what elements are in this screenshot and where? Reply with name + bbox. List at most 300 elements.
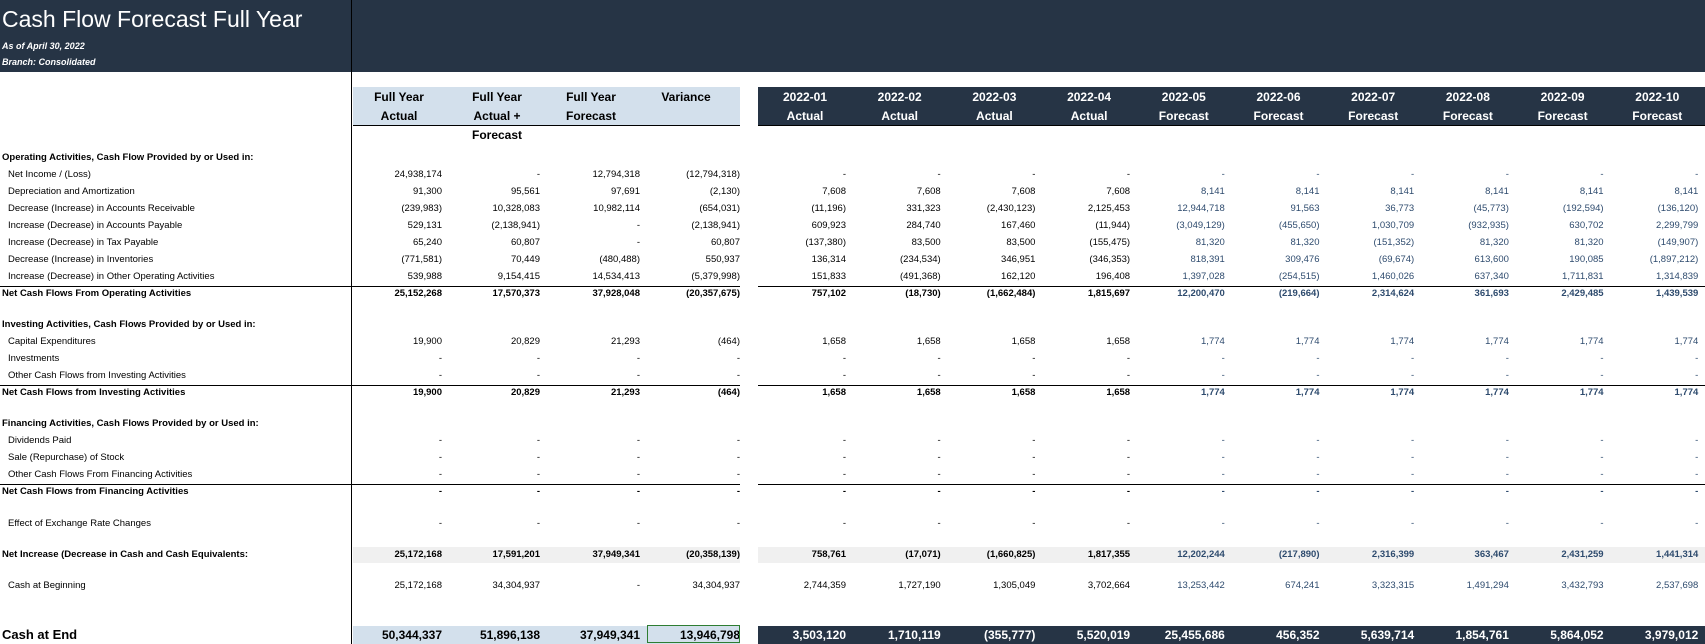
summary-cell[interactable]: - xyxy=(438,370,442,382)
summary-cell[interactable]: 34,304,937 xyxy=(692,580,740,591)
month-cell[interactable]: 1,774 xyxy=(1485,387,1509,399)
row-label: Capital Expenditures xyxy=(8,336,96,348)
month-cell[interactable]: - xyxy=(1411,452,1415,464)
month-cell[interactable]: 196,408 xyxy=(1095,271,1131,282)
month-cell[interactable]: - xyxy=(1411,370,1415,382)
month-cell[interactable]: 1,030,709 xyxy=(1371,220,1415,231)
month-cell[interactable]: 3,702,664 xyxy=(1087,580,1131,591)
month-cell[interactable]: 1,441,314 xyxy=(1656,548,1699,560)
month-cell[interactable]: (1,660,825) xyxy=(986,548,1036,560)
cash-at-end-month-cell[interactable]: 5,639,714 xyxy=(1360,628,1415,642)
month-cell[interactable]: - xyxy=(842,169,846,180)
summary-cell[interactable]: 37,928,048 xyxy=(592,288,640,299)
month-cell[interactable]: - xyxy=(1316,517,1320,529)
summary-cell[interactable]: 19,900 xyxy=(412,336,442,348)
month-cell[interactable]: - xyxy=(1411,435,1415,447)
column-header-line2: Forecast xyxy=(1442,109,1493,123)
month-cell[interactable]: 1,774 xyxy=(1201,387,1225,399)
month-cell[interactable]: - xyxy=(1411,517,1415,529)
month-cell[interactable]: - xyxy=(842,435,846,447)
cash-at-end-summary-cell[interactable]: 13,946,798 xyxy=(679,628,740,642)
month-cell[interactable]: 13,253,442 xyxy=(1177,580,1225,591)
month-cell[interactable]: - xyxy=(1032,370,1036,382)
summary-cell[interactable]: - xyxy=(536,370,540,382)
month-cell[interactable]: (234,534) xyxy=(900,254,941,265)
month-cell[interactable]: 162,120 xyxy=(1001,271,1036,282)
month-cell[interactable]: - xyxy=(1695,469,1699,481)
month-cell[interactable]: 2,537,698 xyxy=(1656,580,1699,591)
summary-cell[interactable]: - xyxy=(438,452,442,464)
month-cell[interactable]: (254,515) xyxy=(1278,271,1320,282)
cash-at-end-summary-cell[interactable]: 37,949,341 xyxy=(579,628,640,642)
summary-cell[interactable]: - xyxy=(438,435,442,447)
summary-cell[interactable]: - xyxy=(438,469,442,481)
month-cell[interactable]: 1,774 xyxy=(1390,387,1415,399)
month-cell[interactable]: 1,774 xyxy=(1201,336,1225,348)
month-cell[interactable]: 1,658 xyxy=(1106,336,1131,348)
month-cell[interactable]: - xyxy=(1032,353,1036,365)
summary-cell[interactable]: - xyxy=(736,452,740,464)
summary-cell[interactable]: 20,829 xyxy=(510,336,540,348)
month-cell[interactable]: - xyxy=(1221,517,1225,529)
month-cell[interactable]: 8,141 xyxy=(1485,186,1509,197)
summary-cell[interactable]: - xyxy=(736,517,740,529)
month-cell[interactable]: - xyxy=(1505,353,1509,365)
column-header-line2: Forecast xyxy=(1253,109,1304,123)
cash-at-end-month-cell[interactable]: (355,777) xyxy=(984,628,1036,642)
summary-cell[interactable]: (20,358,139) xyxy=(686,548,740,560)
month-cell[interactable]: - xyxy=(1505,486,1509,498)
month-cell[interactable]: 36,773 xyxy=(1385,203,1415,214)
summary-cell[interactable]: 37,949,341 xyxy=(592,548,640,560)
month-cell[interactable]: - xyxy=(1316,486,1320,498)
month-cell[interactable]: (45,773) xyxy=(1473,203,1509,214)
month-cell[interactable]: - xyxy=(842,370,846,382)
summary-cell[interactable]: - xyxy=(438,517,442,529)
summary-cell[interactable]: - xyxy=(536,169,540,180)
summary-cell[interactable]: 97,691 xyxy=(610,186,640,197)
summary-cell[interactable]: 14,534,413 xyxy=(592,271,640,282)
month-cell[interactable]: 151,833 xyxy=(811,271,846,282)
summary-cell[interactable]: - xyxy=(636,469,640,481)
month-cell[interactable]: 346,951 xyxy=(1001,254,1036,265)
header-underline-summary xyxy=(353,125,740,126)
cash-at-end-month-cell[interactable]: 25,455,686 xyxy=(1164,628,1225,642)
month-cell[interactable]: 136,314 xyxy=(811,254,846,265)
month-cell[interactable]: - xyxy=(1221,435,1225,447)
month-cell[interactable]: - xyxy=(1695,435,1699,447)
month-cell[interactable]: - xyxy=(1695,517,1699,529)
month-cell[interactable]: - xyxy=(1316,469,1320,481)
summary-cell[interactable]: 529,131 xyxy=(407,220,442,231)
month-cell[interactable]: - xyxy=(1032,517,1036,529)
month-cell[interactable]: 674,241 xyxy=(1285,580,1320,591)
month-cell[interactable]: 363,467 xyxy=(1474,548,1509,560)
month-cell[interactable]: 361,693 xyxy=(1474,288,1509,299)
month-cell[interactable]: 2,744,359 xyxy=(803,580,846,591)
summary-cell[interactable]: (20,357,675) xyxy=(686,288,740,299)
cash-at-end-summary-cell[interactable]: 50,344,337 xyxy=(381,628,442,642)
month-cell[interactable]: (932,935) xyxy=(1468,220,1509,231)
month-cell[interactable]: - xyxy=(1505,169,1509,180)
summary-cell[interactable]: - xyxy=(636,486,640,498)
month-cell[interactable]: (155,475) xyxy=(1089,237,1131,248)
month-cell[interactable]: 3,323,315 xyxy=(1371,580,1415,591)
month-cell[interactable]: (11,196) xyxy=(811,203,846,214)
summary-cell[interactable]: (480,488) xyxy=(599,254,640,265)
summary-cell[interactable]: - xyxy=(536,517,540,529)
month-cell[interactable]: - xyxy=(1695,452,1699,464)
month-cell[interactable]: 1,491,294 xyxy=(1466,580,1509,591)
summary-cell[interactable]: 10,982,114 xyxy=(593,203,640,214)
month-cell[interactable]: - xyxy=(1032,169,1036,180)
month-cell[interactable]: 1,774 xyxy=(1485,336,1509,348)
month-cell[interactable]: - xyxy=(1126,435,1131,447)
month-cell[interactable]: (18,730) xyxy=(905,288,941,299)
month-cell[interactable]: - xyxy=(1221,353,1225,365)
summary-cell[interactable]: - xyxy=(636,220,640,231)
column-header-line1: 2022-02 xyxy=(877,90,922,104)
month-cell[interactable]: (149,907) xyxy=(1657,237,1699,248)
month-cell[interactable]: - xyxy=(937,469,941,481)
month-cell[interactable]: 1,439,539 xyxy=(1656,288,1699,299)
month-cell[interactable]: - xyxy=(1126,469,1131,481)
row-label: Net Cash Flows from Investing Activities xyxy=(2,387,186,399)
summary-cell[interactable]: 24,938,174 xyxy=(394,169,442,180)
month-cell[interactable]: 2,431,259 xyxy=(1561,548,1604,560)
month-cell[interactable]: - xyxy=(1032,469,1036,481)
summary-cell[interactable]: 17,570,373 xyxy=(492,288,540,299)
month-cell[interactable]: 2,316,399 xyxy=(1371,548,1415,560)
month-cell[interactable]: 7,608 xyxy=(822,186,846,197)
month-cell[interactable]: (192,594) xyxy=(1562,203,1604,214)
column-header-line1: 2022-07 xyxy=(1351,90,1396,104)
month-cell[interactable]: (151,352) xyxy=(1373,237,1415,248)
month-cell[interactable]: (136,120) xyxy=(1657,203,1699,214)
month-cell[interactable]: - xyxy=(1126,486,1131,498)
month-cell[interactable]: - xyxy=(1411,353,1415,365)
month-cell[interactable]: 3,432,793 xyxy=(1561,580,1604,591)
month-cell[interactable]: 2,314,624 xyxy=(1371,288,1415,299)
summary-cell[interactable]: - xyxy=(536,353,540,365)
summary-cell[interactable]: 34,304,937 xyxy=(492,580,540,591)
month-cell[interactable]: 83,500 xyxy=(1006,237,1036,248)
month-cell[interactable]: 1,658 xyxy=(822,336,846,348)
summary-cell[interactable]: (771,581) xyxy=(401,254,442,265)
month-cell[interactable]: 81,320 xyxy=(1195,237,1225,248)
month-cell[interactable]: - xyxy=(1032,486,1036,498)
month-cell[interactable]: - xyxy=(1126,370,1131,382)
month-cell[interactable]: 1,305,049 xyxy=(993,580,1036,591)
month-cell[interactable]: - xyxy=(1505,452,1509,464)
month-cell[interactable]: - xyxy=(1600,353,1604,365)
month-cell[interactable]: - xyxy=(1505,469,1509,481)
cash-at-end-month-cell[interactable]: 456,352 xyxy=(1276,628,1320,642)
month-cell[interactable]: - xyxy=(842,353,846,365)
month-cell[interactable]: - xyxy=(1316,435,1320,447)
month-cell[interactable]: - xyxy=(1126,517,1131,529)
summary-cell[interactable]: - xyxy=(636,517,640,529)
month-cell[interactable]: - xyxy=(1505,435,1509,447)
month-cell[interactable]: - xyxy=(1221,469,1225,481)
month-cell[interactable]: 8,141 xyxy=(1579,186,1604,197)
month-cell[interactable]: (1,897,212) xyxy=(1649,254,1699,265)
month-cell[interactable]: 1,727,190 xyxy=(898,580,941,591)
summary-cell[interactable]: (239,983) xyxy=(401,203,442,214)
month-cell[interactable]: - xyxy=(1600,370,1604,382)
summary-cell[interactable]: - xyxy=(736,469,740,481)
column-header-line1: 2022-10 xyxy=(1635,90,1680,104)
month-cell[interactable]: 1,658 xyxy=(916,336,941,348)
cash-at-end-month-cell[interactable]: 3,503,120 xyxy=(792,628,846,642)
month-cell[interactable]: - xyxy=(1126,452,1131,464)
summary-cell[interactable]: - xyxy=(438,353,442,365)
cash-at-end-month-cell[interactable]: 5,864,052 xyxy=(1550,628,1604,642)
month-cell[interactable]: 1,658 xyxy=(1011,336,1036,348)
cash-at-end-month-cell[interactable]: 1,710,119 xyxy=(887,628,941,642)
month-cell[interactable]: 81,320 xyxy=(1479,237,1509,248)
total-rule-labels xyxy=(0,286,740,287)
month-cell[interactable]: 81,320 xyxy=(1290,237,1320,248)
month-cell[interactable]: (491,368) xyxy=(900,271,941,282)
month-cell[interactable]: - xyxy=(937,370,941,382)
month-cell[interactable]: 12,202,244 xyxy=(1177,548,1225,560)
month-cell[interactable]: - xyxy=(842,452,846,464)
month-cell[interactable]: 1,314,839 xyxy=(1656,271,1699,282)
month-cell[interactable]: 8,141 xyxy=(1295,186,1320,197)
month-cell[interactable]: - xyxy=(1600,486,1604,498)
month-cell[interactable]: 284,740 xyxy=(906,220,941,231)
summary-cell[interactable]: (464) xyxy=(717,387,740,399)
month-cell[interactable]: - xyxy=(937,435,941,447)
month-cell[interactable]: 2,299,799 xyxy=(1656,220,1699,231)
summary-cell[interactable]: 60,807 xyxy=(710,237,740,248)
month-cell[interactable]: - xyxy=(937,169,941,180)
month-cell[interactable]: 83,500 xyxy=(911,237,941,248)
column-header-month-8 xyxy=(1516,88,1610,126)
month-cell[interactable]: - xyxy=(1411,469,1415,481)
month-cell[interactable]: (17,071) xyxy=(905,548,941,560)
month-cell[interactable]: 1,774 xyxy=(1295,387,1320,399)
month-cell[interactable]: - xyxy=(842,469,846,481)
month-cell[interactable]: 2,429,485 xyxy=(1561,288,1604,299)
month-cell[interactable]: 1,817,355 xyxy=(1087,548,1131,560)
month-cell[interactable]: - xyxy=(1316,452,1320,464)
summary-cell[interactable]: 95,561 xyxy=(510,186,540,197)
summary-cell[interactable]: - xyxy=(736,353,740,365)
month-cell[interactable]: 1,774 xyxy=(1674,387,1699,399)
month-cell[interactable]: 8,141 xyxy=(1390,186,1415,197)
cash-at-end-summary-cell[interactable]: 51,896,138 xyxy=(479,628,540,642)
cash-at-end-month-cell[interactable]: 3,979,012 xyxy=(1644,628,1699,642)
month-cell[interactable]: 7,608 xyxy=(1011,186,1036,197)
month-cell[interactable]: 7,608 xyxy=(1106,186,1131,197)
month-cell[interactable]: 12,200,470 xyxy=(1177,288,1225,299)
summary-cell[interactable]: - xyxy=(536,486,540,498)
summary-cell[interactable]: - xyxy=(736,370,740,382)
summary-cell[interactable]: (5,379,998) xyxy=(691,271,740,282)
summary-cell[interactable]: - xyxy=(536,435,540,447)
summary-cell[interactable]: - xyxy=(536,452,540,464)
month-cell[interactable]: 1,658 xyxy=(1011,387,1036,399)
summary-cell[interactable]: - xyxy=(736,435,740,447)
row-label: Increase (Decrease) in Tax Payable xyxy=(8,237,159,248)
summary-cell[interactable]: 91,300 xyxy=(412,186,442,197)
summary-cell[interactable]: (2,138,941) xyxy=(491,220,540,231)
month-cell[interactable]: - xyxy=(1695,486,1699,498)
month-cell[interactable]: 91,563 xyxy=(1290,203,1320,214)
month-cell[interactable]: 758,761 xyxy=(811,548,846,560)
summary-cell[interactable]: 550,937 xyxy=(705,254,740,265)
month-cell[interactable]: 1,658 xyxy=(1106,387,1131,399)
month-cell[interactable]: - xyxy=(937,486,941,498)
column-header-summary-3 xyxy=(640,88,732,107)
row-label: Sale (Repurchase) of Stock xyxy=(8,452,125,464)
summary-cell[interactable]: 25,172,168 xyxy=(394,580,442,591)
summary-cell[interactable]: 21,293 xyxy=(610,387,640,399)
month-cell[interactable]: - xyxy=(937,452,941,464)
month-cell[interactable]: 630,702 xyxy=(1569,220,1604,231)
month-cell[interactable]: 1,397,028 xyxy=(1182,271,1225,282)
summary-cell[interactable]: 12,794,318 xyxy=(592,169,640,180)
page-title: Cash Flow Forecast Full Year xyxy=(2,6,303,32)
month-cell[interactable]: - xyxy=(1221,169,1225,180)
summary-cell[interactable]: 65,240 xyxy=(412,237,442,248)
month-cell[interactable]: - xyxy=(1600,452,1604,464)
month-cell[interactable]: 8,141 xyxy=(1674,186,1699,197)
summary-cell[interactable]: - xyxy=(636,353,640,365)
month-cell[interactable]: - xyxy=(1695,353,1699,365)
column-header-line2: Forecast xyxy=(565,109,617,123)
summary-cell[interactable]: - xyxy=(636,580,640,591)
summary-cell[interactable]: (654,031) xyxy=(699,203,740,214)
month-cell[interactable]: - xyxy=(1695,169,1699,180)
month-cell[interactable]: (219,664) xyxy=(1278,288,1320,299)
month-cell[interactable]: 331,323 xyxy=(906,203,941,214)
summary-cell[interactable]: 25,152,268 xyxy=(394,288,442,299)
summary-cell[interactable]: - xyxy=(636,370,640,382)
month-cell[interactable]: 190,085 xyxy=(1569,254,1604,265)
month-cell[interactable]: (1,662,484) xyxy=(986,288,1036,299)
summary-cell[interactable]: 20,829 xyxy=(510,387,540,399)
month-cell[interactable]: 1,774 xyxy=(1295,336,1320,348)
summary-cell[interactable]: - xyxy=(438,486,442,498)
month-cell[interactable]: (217,890) xyxy=(1278,548,1320,560)
summary-cell[interactable]: 19,900 xyxy=(412,387,442,399)
summary-cell[interactable]: 9,154,415 xyxy=(497,271,540,282)
row-label: Net Income / (Loss) xyxy=(8,169,91,180)
month-cell[interactable]: 818,391 xyxy=(1190,254,1225,265)
month-cell[interactable]: - xyxy=(1032,435,1036,447)
month-cell[interactable]: (2,430,123) xyxy=(986,203,1036,214)
month-cell[interactable]: - xyxy=(937,517,941,529)
month-cell[interactable]: 1,460,026 xyxy=(1371,271,1415,282)
column-header-line2: Forecast xyxy=(1348,109,1399,123)
total-rule-labels xyxy=(0,484,740,485)
month-cell[interactable]: (455,650) xyxy=(1278,220,1320,231)
month-cell[interactable]: 1,711,831 xyxy=(1562,271,1604,282)
month-cell[interactable]: - xyxy=(1221,370,1225,382)
month-cell[interactable]: 1,815,697 xyxy=(1087,288,1131,299)
month-cell[interactable]: 12,944,718 xyxy=(1177,203,1225,214)
summary-cell[interactable]: 10,328,083 xyxy=(492,203,540,214)
summary-cell[interactable]: - xyxy=(536,469,540,481)
month-cell[interactable]: 609,923 xyxy=(811,220,846,231)
month-cell[interactable]: 613,600 xyxy=(1474,254,1509,265)
header-underline-months xyxy=(758,125,1705,126)
month-cell[interactable]: 7,608 xyxy=(916,186,941,197)
summary-cell[interactable]: - xyxy=(636,237,640,248)
month-cell[interactable]: 1,658 xyxy=(822,387,846,399)
month-cell[interactable]: 1,774 xyxy=(1674,336,1699,348)
month-cell[interactable]: - xyxy=(1600,469,1604,481)
month-cell[interactable]: (346,353) xyxy=(1089,254,1131,265)
month-cell[interactable]: 637,340 xyxy=(1474,271,1509,282)
month-cell[interactable]: - xyxy=(1316,370,1320,382)
summary-cell[interactable]: - xyxy=(636,452,640,464)
month-cell[interactable]: - xyxy=(1411,169,1415,180)
month-cell[interactable]: - xyxy=(842,486,846,498)
summary-cell[interactable]: - xyxy=(636,435,640,447)
month-cell[interactable]: 309,476 xyxy=(1285,254,1320,265)
month-cell[interactable]: - xyxy=(1505,517,1509,529)
month-cell[interactable]: - xyxy=(937,353,941,365)
month-cell[interactable]: - xyxy=(1221,486,1225,498)
summary-cell[interactable]: 60,807 xyxy=(510,237,540,248)
month-cell[interactable]: 1,774 xyxy=(1390,336,1415,348)
month-cell[interactable]: - xyxy=(1695,370,1699,382)
month-cell[interactable]: 1,658 xyxy=(916,387,941,399)
summary-cell[interactable]: 70,449 xyxy=(510,254,540,265)
summary-cell[interactable]: 17,591,201 xyxy=(492,548,540,560)
month-cell[interactable]: - xyxy=(1600,169,1604,180)
summary-cell[interactable]: (2,130) xyxy=(709,186,740,197)
month-cell[interactable]: (3,049,129) xyxy=(1176,220,1225,231)
month-cell[interactable]: 81,320 xyxy=(1574,237,1604,248)
column-header-line2: Actual xyxy=(380,109,418,123)
month-cell[interactable]: 8,141 xyxy=(1201,186,1225,197)
summary-cell[interactable]: (12,794,318) xyxy=(686,169,740,180)
month-cell[interactable]: 2,125,453 xyxy=(1087,203,1131,214)
month-cell[interactable]: - xyxy=(1316,169,1320,180)
month-cell[interactable]: 167,460 xyxy=(1001,220,1036,231)
month-cell[interactable]: - xyxy=(1126,353,1131,365)
month-cell[interactable]: - xyxy=(842,517,846,529)
summary-cell[interactable]: 21,293 xyxy=(610,336,640,348)
summary-cell[interactable]: 25,172,168 xyxy=(394,548,442,560)
month-cell[interactable]: 1,774 xyxy=(1579,336,1604,348)
month-cell[interactable]: (69,674) xyxy=(1378,254,1415,265)
month-cell[interactable]: - xyxy=(1600,435,1604,447)
month-cell[interactable]: - xyxy=(1505,370,1509,382)
month-cell[interactable]: - xyxy=(1032,452,1036,464)
cash-at-end-month-cell[interactable]: 1,854,761 xyxy=(1455,628,1509,642)
month-cell[interactable]: - xyxy=(1221,452,1225,464)
month-cell[interactable]: - xyxy=(1126,169,1131,180)
summary-cell[interactable]: (464) xyxy=(717,336,740,348)
month-cell[interactable]: (137,380) xyxy=(805,237,846,248)
month-cell[interactable]: - xyxy=(1411,486,1415,498)
month-cell[interactable]: (11,944) xyxy=(1095,220,1131,231)
month-cell[interactable]: 1,774 xyxy=(1579,387,1604,399)
summary-cell[interactable]: (2,138,941) xyxy=(691,220,740,231)
summary-cell[interactable]: 539,988 xyxy=(407,271,442,282)
cash-at-end-month-cell[interactable]: 5,520,019 xyxy=(1076,628,1131,642)
month-cell[interactable]: 757,102 xyxy=(811,288,846,299)
summary-cell[interactable]: - xyxy=(736,486,740,498)
month-cell[interactable]: - xyxy=(1316,353,1320,365)
month-cell[interactable]: - xyxy=(1600,517,1604,529)
